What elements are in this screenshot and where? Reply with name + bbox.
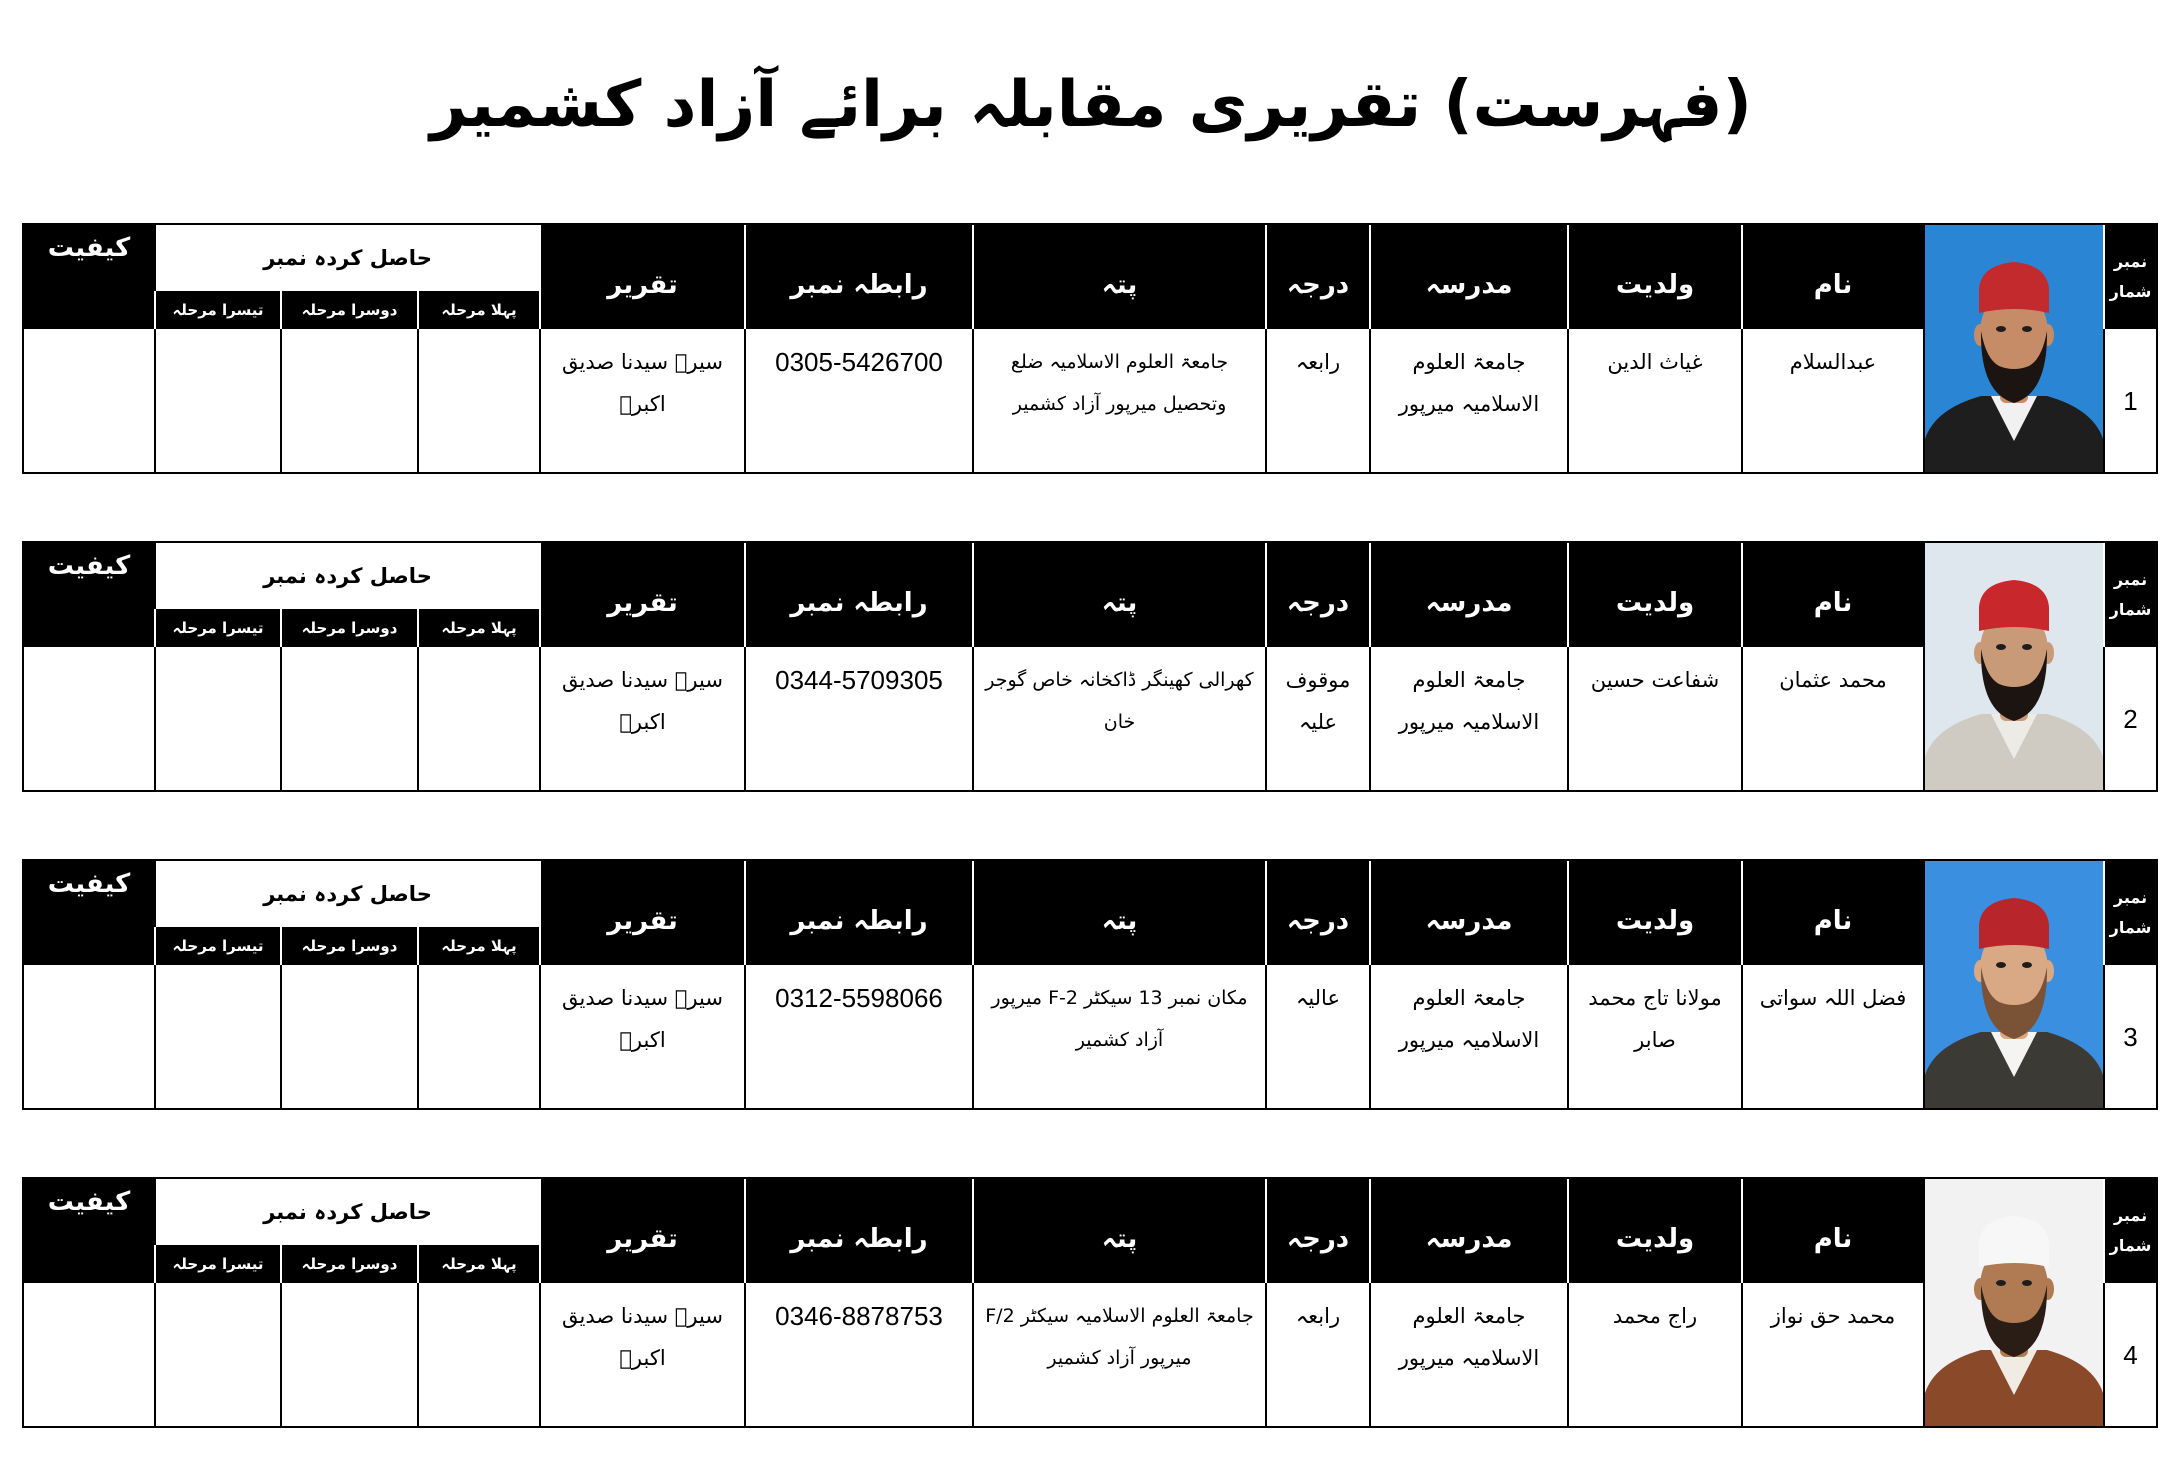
name-header: نام [1741,543,1923,647]
grade-value: عالیہ [1265,965,1369,1108]
address-value: جامعۃ العلوم الاسلامیہ ضلع وتحصیل میرپور آزاد کشمیر [972,329,1265,472]
address-value: کھرالی کھینگر ڈاکخانہ خاص گوجر خان [972,647,1265,790]
madrasa-name: جامعۃ العلوم الاسلامیہ میرپور [1369,329,1567,472]
grade-value: رابعہ [1265,1283,1369,1426]
name-header: نام [1741,1179,1923,1283]
speech-topic-header: تقریر [539,225,744,329]
participant-table [22,541,2158,792]
madrasa-name: جامعۃ العلوم الاسلامیہ میرپور [1369,1283,1567,1426]
contact-number: 0305-5426700 [744,329,972,472]
name-header: نام [1741,861,1923,965]
stage-1-marks-cell [417,647,539,790]
stage-2-header: دوسرا مرحلہ [280,291,417,329]
stage-3-marks-cell [154,647,280,790]
stage-2-marks-cell [280,647,417,790]
contact-number: 0344-5709305 [744,647,972,790]
stage-3-header: تیسرا مرحلہ [154,291,280,329]
participant-photo [1923,861,2103,1108]
madrasa-name: جامعۃ العلوم الاسلامیہ میرپور [1369,647,1567,790]
madrasa-header: مدرسہ [1369,1179,1567,1283]
madrasa-name: جامعۃ العلوم الاسلامیہ میرپور [1369,965,1567,1108]
participant-photo [1923,543,2103,790]
participant-name: محمد عثمان [1741,647,1923,790]
father-name: غیاث الدین [1567,329,1741,472]
serial-number: 2 [2103,647,2156,790]
stage-2-header: دوسرا مرحلہ [280,927,417,965]
father-name: شفاعت حسین [1567,647,1741,790]
stage-1-header: پہلا مرحلہ [417,291,539,329]
contact-number-header: رابطہ نمبر [744,1179,972,1283]
stage-3-marks-cell [154,1283,280,1426]
portrait-photo [1925,543,2103,790]
contact-number-header: رابطہ نمبر [744,861,972,965]
remarks-header: کیفیت [24,543,154,647]
serial-number: 1 [2103,329,2156,472]
stage-3-header: تیسرا مرحلہ [154,927,280,965]
speech-topic-header: تقریر [539,1179,744,1283]
participant-entry [22,1177,2158,1428]
speech-topic: سیرۃ سیدنا صدیق اکبرؓ [539,965,744,1108]
participant-list [0,223,2182,1428]
marks-obtained-header: حاصل کردہ نمبر [154,543,539,609]
grade-header: درجہ [1265,543,1369,647]
stage-2-marks-cell [280,965,417,1108]
marks-obtained-header: حاصل کردہ نمبر [154,861,539,927]
contact-number-header: رابطہ نمبر [744,225,972,329]
portrait-photo [1925,861,2103,1108]
speech-topic: سیرۃ سیدنا صدیق اکبرؓ [539,647,744,790]
stage-1-marks-cell [417,965,539,1108]
name-header: نام [1741,225,1923,329]
photo-eye-left [1996,1280,2006,1286]
father-name-header: ولدیت [1567,1179,1741,1283]
photo-eye-right [2022,326,2032,332]
father-name-header: ولدیت [1567,861,1741,965]
remarks-cell [24,1283,154,1426]
photo-eye-right [2022,962,2032,968]
portrait-photo [1925,1179,2103,1426]
madrasa-header: مدرسہ [1369,543,1567,647]
stage-2-header: دوسرا مرحلہ [280,1245,417,1283]
contact-number-header: رابطہ نمبر [744,543,972,647]
address-header: پتہ [972,1179,1265,1283]
stage-1-marks-cell [417,1283,539,1426]
portrait-photo [1925,225,2103,472]
stage-2-marks-cell [280,1283,417,1426]
stage-1-marks-cell [417,329,539,472]
father-name: راج محمد [1567,1283,1741,1426]
address-value: جامعۃ العلوم الاسلامیہ سیکٹر F/2 میرپور آزاد کشمیر [972,1283,1265,1426]
contact-number: 0312-5598066 [744,965,972,1108]
contact-number: 0346-8878753 [744,1283,972,1426]
serial-number-header: نمبر شمار [2103,225,2156,329]
serial-number-header: نمبر شمار [2103,543,2156,647]
marks-obtained-header: حاصل کردہ نمبر [154,225,539,291]
remarks-header: کیفیت [24,861,154,965]
address-header: پتہ [972,543,1265,647]
serial-number: 3 [2103,965,2156,1108]
father-name-header: ولدیت [1567,225,1741,329]
remarks-header: کیفیت [24,225,154,329]
participant-entry [22,541,2158,792]
participant-table [22,859,2158,1110]
participant-entry [22,223,2158,474]
participant-name: عبدالسلام [1741,329,1923,472]
address-value: مکان نمبر 13 سیکٹر F-2 میرپور آزاد کشمیر [972,965,1265,1108]
stage-3-marks-cell [154,329,280,472]
participant-table [22,223,2158,474]
remarks-cell [24,329,154,472]
participant-name: فضل اللہ سواتی [1741,965,1923,1108]
serial-number: 4 [2103,1283,2156,1426]
stage-2-marks-cell [280,329,417,472]
page-title: (فہرست) تقریری مقابلہ برائے آزاد کشمیر [430,68,1752,142]
participant-name: محمد حق نواز [1741,1283,1923,1426]
madrasa-header: مدرسہ [1369,861,1567,965]
serial-number-header: نمبر شمار [2103,861,2156,965]
grade-value: موقوف علیہ [1265,647,1369,790]
remarks-cell [24,965,154,1108]
stage-1-header: پہلا مرحلہ [417,1245,539,1283]
participant-entry [22,859,2158,1110]
stage-1-header: پہلا مرحلہ [417,927,539,965]
speech-topic-header: تقریر [539,543,744,647]
photo-eye-right [2022,1280,2032,1286]
photo-eye-right [2022,644,2032,650]
father-name-header: ولدیت [1567,543,1741,647]
remarks-header: کیفیت [24,1179,154,1283]
stage-3-marks-cell [154,965,280,1108]
address-header: پتہ [972,861,1265,965]
grade-value: رابعہ [1265,329,1369,472]
grade-header: درجہ [1265,225,1369,329]
father-name: مولانا تاج محمد صابر [1567,965,1741,1108]
photo-eye-left [1996,644,2006,650]
grade-header: درجہ [1265,1179,1369,1283]
stage-3-header: تیسرا مرحلہ [154,1245,280,1283]
marks-obtained-header: حاصل کردہ نمبر [154,1179,539,1245]
photo-eye-left [1996,962,2006,968]
speech-topic: سیرۃ سیدنا صدیق اکبرؓ [539,1283,744,1426]
madrasa-header: مدرسہ [1369,225,1567,329]
serial-number-header: نمبر شمار [2103,1179,2156,1283]
photo-eye-left [1996,326,2006,332]
participant-photo [1923,1179,2103,1426]
stage-1-header: پہلا مرحلہ [417,609,539,647]
speech-topic: سیرۃ سیدنا صدیق اکبرؓ [539,329,744,472]
participant-photo [1923,225,2103,472]
address-header: پتہ [972,225,1265,329]
stage-2-header: دوسرا مرحلہ [280,609,417,647]
grade-header: درجہ [1265,861,1369,965]
remarks-cell [24,647,154,790]
speech-topic-header: تقریر [539,861,744,965]
participant-table [22,1177,2158,1428]
stage-3-header: تیسرا مرحلہ [154,609,280,647]
